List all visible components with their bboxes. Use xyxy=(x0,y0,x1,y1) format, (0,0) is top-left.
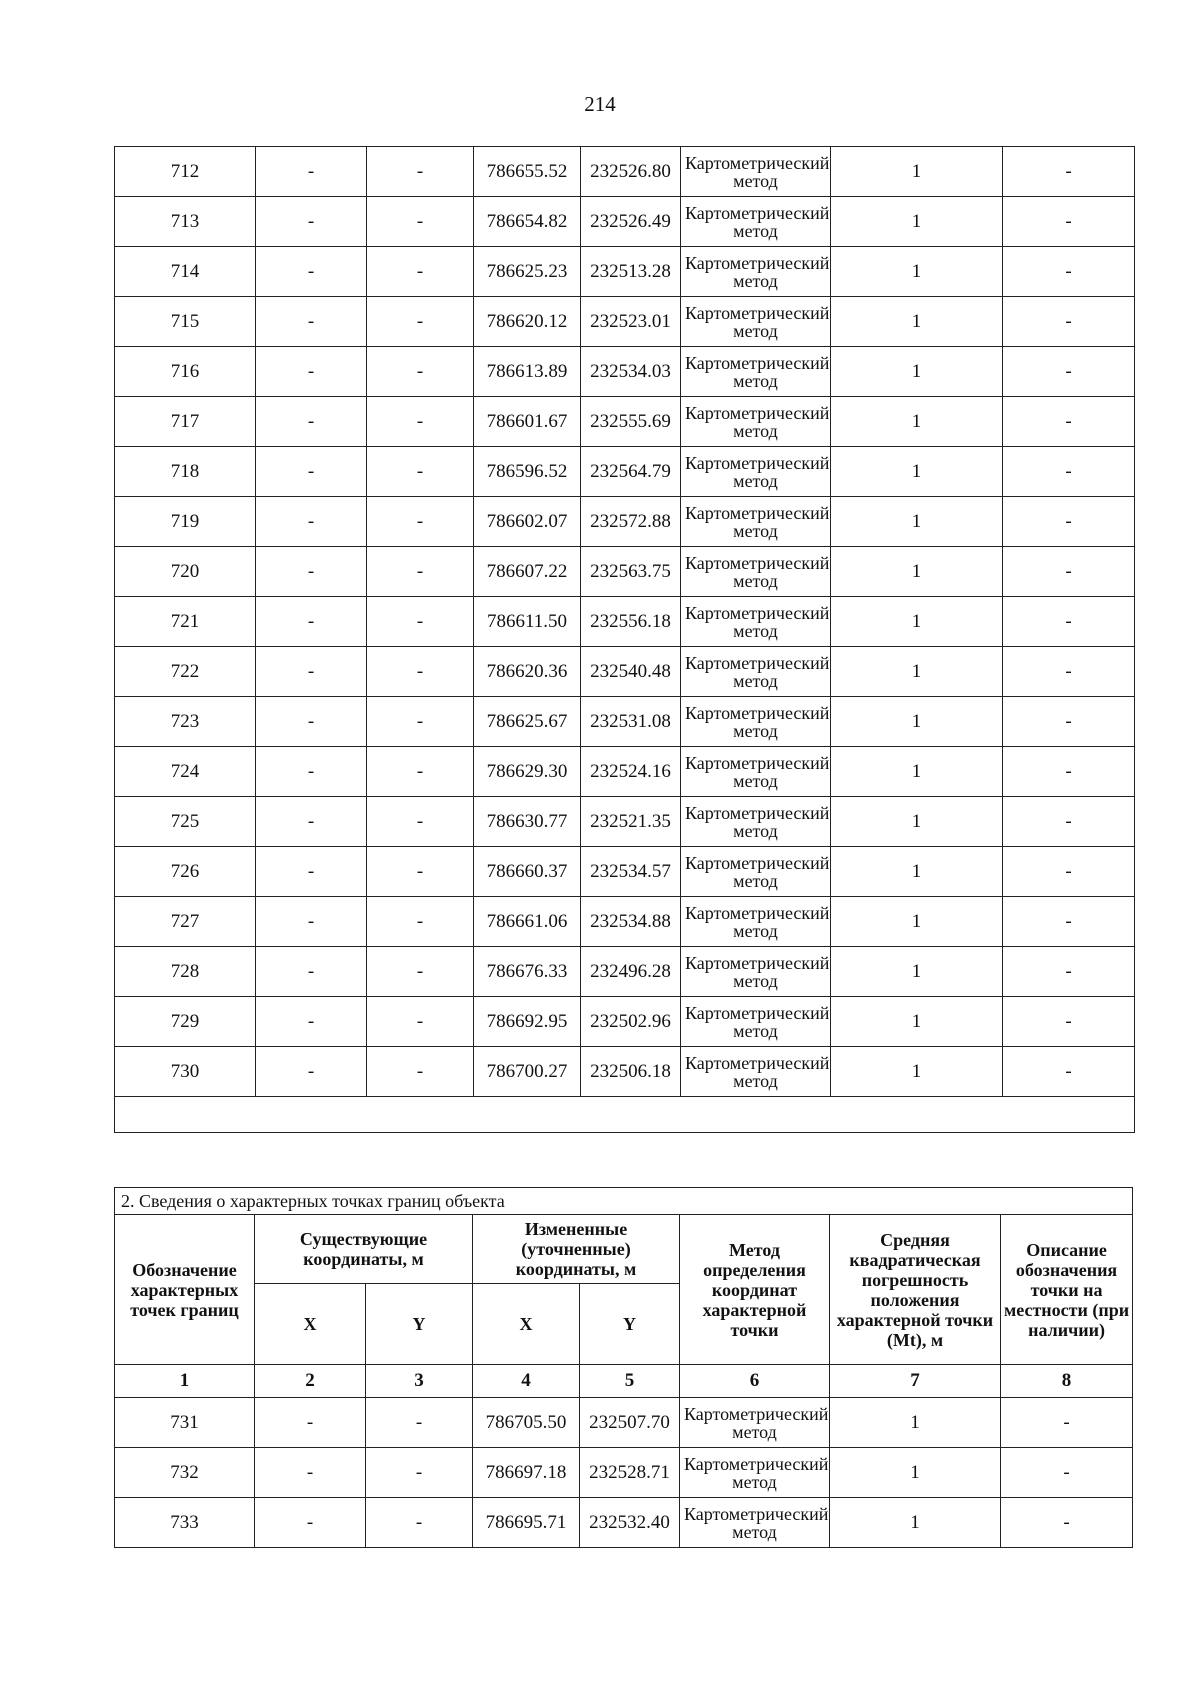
description-cell: - xyxy=(1001,1398,1133,1448)
point-id-cell: 725 xyxy=(115,797,256,847)
existing-x-cell: - xyxy=(256,347,367,397)
table-row xyxy=(115,647,1135,697)
changed-y-cell: 232506.18 xyxy=(581,1047,681,1097)
error-cell: 1 xyxy=(831,397,1003,447)
description-cell: - xyxy=(1003,947,1135,997)
error-cell: 1 xyxy=(831,147,1003,197)
header-existing-coordinates: Существующие координаты, м xyxy=(255,1215,473,1284)
method-cell: Картометрический метод xyxy=(681,197,831,247)
changed-x-cell: 786602.07 xyxy=(474,497,581,547)
changed-x-cell: 786630.77 xyxy=(474,797,581,847)
changed-x-cell: 786655.52 xyxy=(474,147,581,197)
changed-y-cell: 232526.80 xyxy=(581,147,681,197)
point-id-cell: 732 xyxy=(115,1448,255,1498)
header-changed-x: X xyxy=(473,1284,580,1365)
error-cell: 1 xyxy=(831,447,1003,497)
changed-x-cell: 786692.95 xyxy=(474,997,581,1047)
method-cell: Картометрический метод xyxy=(680,1448,830,1498)
method-cell: Картометрический метод xyxy=(681,397,831,447)
method-cell: Картометрический метод xyxy=(681,347,831,397)
column-number: 3 xyxy=(366,1365,473,1398)
existing-x-cell: - xyxy=(255,1398,366,1448)
error-cell: 1 xyxy=(831,247,1003,297)
existing-x-cell: - xyxy=(256,697,367,747)
description-cell: - xyxy=(1003,397,1135,447)
changed-y-cell: 232531.08 xyxy=(581,697,681,747)
method-cell: Картометрический метод xyxy=(681,797,831,847)
error-cell: 1 xyxy=(831,497,1003,547)
changed-x-cell: 786611.50 xyxy=(474,597,581,647)
changed-y-cell: 232556.18 xyxy=(581,597,681,647)
description-cell: - xyxy=(1003,497,1135,547)
existing-x-cell: - xyxy=(256,447,367,497)
header-changed-coordinates: Измененные (уточненные) координаты, м xyxy=(473,1215,680,1284)
section-title: 2. Сведения о характерных точках границ объекта xyxy=(115,1188,1133,1215)
existing-y-cell: - xyxy=(367,697,474,747)
point-id-cell: 713 xyxy=(115,197,256,247)
existing-x-cell: - xyxy=(256,147,367,197)
method-cell: Картометрический метод xyxy=(681,597,831,647)
changed-x-cell: 786613.89 xyxy=(474,347,581,397)
description-cell: - xyxy=(1003,897,1135,947)
error-cell: 1 xyxy=(831,947,1003,997)
table-row xyxy=(115,147,1135,197)
changed-x-cell: 786661.06 xyxy=(474,897,581,947)
changed-y-cell: 232507.70 xyxy=(580,1398,680,1448)
existing-y-cell: - xyxy=(367,847,474,897)
changed-x-cell: 786629.30 xyxy=(474,747,581,797)
existing-y-cell: - xyxy=(367,897,474,947)
error-cell: 1 xyxy=(831,797,1003,847)
description-cell: - xyxy=(1001,1498,1133,1548)
point-id-cell: 721 xyxy=(115,597,256,647)
table-row xyxy=(115,397,1135,447)
existing-x-cell: - xyxy=(256,547,367,597)
point-id-cell: 723 xyxy=(115,697,256,747)
existing-y-cell: - xyxy=(366,1448,473,1498)
existing-y-cell: - xyxy=(367,347,474,397)
table-row xyxy=(115,947,1135,997)
existing-y-cell: - xyxy=(367,647,474,697)
changed-x-cell: 786601.67 xyxy=(474,397,581,447)
changed-y-cell: 232526.49 xyxy=(581,197,681,247)
existing-x-cell: - xyxy=(256,947,367,997)
description-cell: - xyxy=(1003,647,1135,697)
description-cell: - xyxy=(1003,347,1135,397)
changed-y-cell: 232534.57 xyxy=(581,847,681,897)
point-id-cell: 716 xyxy=(115,347,256,397)
table-row xyxy=(115,547,1135,597)
header-existing-y: Y xyxy=(366,1284,473,1365)
header-point-designation: Обозначение характерных точек границ xyxy=(115,1215,255,1365)
table-row xyxy=(115,697,1135,747)
existing-y-cell: - xyxy=(367,497,474,547)
changed-x-cell: 786625.67 xyxy=(474,697,581,747)
description-cell: - xyxy=(1003,697,1135,747)
table-row xyxy=(115,497,1135,547)
description-cell: - xyxy=(1003,847,1135,897)
existing-x-cell: - xyxy=(256,497,367,547)
point-id-cell: 714 xyxy=(115,247,256,297)
description-cell: - xyxy=(1003,547,1135,597)
description-cell: - xyxy=(1003,797,1135,847)
point-id-cell: 720 xyxy=(115,547,256,597)
error-cell: 1 xyxy=(831,597,1003,647)
changed-y-cell: 232563.75 xyxy=(581,547,681,597)
method-cell: Картометрический метод xyxy=(681,647,831,697)
point-id-cell: 719 xyxy=(115,497,256,547)
error-cell: 1 xyxy=(831,647,1003,697)
table-row xyxy=(115,247,1135,297)
column-number: 4 xyxy=(473,1365,580,1398)
point-id-cell: 728 xyxy=(115,947,256,997)
description-cell: - xyxy=(1003,747,1135,797)
changed-y-cell: 232534.03 xyxy=(581,347,681,397)
point-id-cell: 712 xyxy=(115,147,256,197)
changed-x-cell: 786607.22 xyxy=(474,547,581,597)
point-id-cell: 724 xyxy=(115,747,256,797)
column-number-row xyxy=(115,1365,1133,1398)
existing-y-cell: - xyxy=(367,797,474,847)
table-row xyxy=(115,797,1135,847)
existing-y-cell: - xyxy=(366,1498,473,1548)
header-method: Метод определения координат характерной точки xyxy=(680,1215,830,1365)
header-changed-y: Y xyxy=(580,1284,680,1365)
column-number: 5 xyxy=(580,1365,680,1398)
changed-y-cell: 232572.88 xyxy=(581,497,681,547)
changed-x-cell: 786660.37 xyxy=(474,847,581,897)
existing-y-cell: - xyxy=(367,297,474,347)
point-id-cell: 717 xyxy=(115,397,256,447)
column-number: 7 xyxy=(830,1365,1001,1398)
method-cell: Картометрический метод xyxy=(680,1398,830,1448)
table-row xyxy=(115,897,1135,947)
error-cell: 1 xyxy=(830,1498,1001,1548)
existing-x-cell: - xyxy=(256,997,367,1047)
table-row xyxy=(115,1398,1133,1448)
existing-y-cell: - xyxy=(367,1047,474,1097)
existing-x-cell: - xyxy=(256,297,367,347)
description-cell: - xyxy=(1003,997,1135,1047)
error-cell: 1 xyxy=(831,847,1003,897)
description-cell: - xyxy=(1003,247,1135,297)
changed-x-cell: 786695.71 xyxy=(473,1498,580,1548)
table-row xyxy=(115,997,1135,1047)
table-row xyxy=(115,597,1135,647)
method-cell: Картометрический метод xyxy=(681,497,831,547)
changed-x-cell: 786625.23 xyxy=(474,247,581,297)
boundary-points-table-continued xyxy=(114,146,1135,1133)
point-id-cell: 730 xyxy=(115,1047,256,1097)
blank-row xyxy=(115,1097,1135,1133)
changed-y-cell: 232521.35 xyxy=(581,797,681,847)
error-cell: 1 xyxy=(831,897,1003,947)
existing-x-cell: - xyxy=(256,397,367,447)
existing-y-cell: - xyxy=(367,547,474,597)
existing-x-cell: - xyxy=(256,847,367,897)
table-row xyxy=(115,1448,1133,1498)
description-cell: - xyxy=(1003,197,1135,247)
existing-y-cell: - xyxy=(367,947,474,997)
point-id-cell: 726 xyxy=(115,847,256,897)
description-cell: - xyxy=(1003,1047,1135,1097)
changed-x-cell: 786700.27 xyxy=(474,1047,581,1097)
existing-y-cell: - xyxy=(366,1398,473,1448)
existing-x-cell: - xyxy=(256,647,367,697)
changed-y-cell: 232502.96 xyxy=(581,997,681,1047)
existing-x-cell: - xyxy=(255,1448,366,1498)
table-row xyxy=(115,447,1135,497)
existing-x-cell: - xyxy=(256,1047,367,1097)
existing-y-cell: - xyxy=(367,747,474,797)
point-id-cell: 729 xyxy=(115,997,256,1047)
table-row xyxy=(115,747,1135,797)
changed-x-cell: 786620.36 xyxy=(474,647,581,697)
changed-y-cell: 232513.28 xyxy=(581,247,681,297)
page-number: 214 xyxy=(584,92,616,116)
method-cell: Картометрический метод xyxy=(681,697,831,747)
error-cell: 1 xyxy=(831,747,1003,797)
table-row xyxy=(115,297,1135,347)
error-cell: 1 xyxy=(831,297,1003,347)
description-cell: - xyxy=(1003,597,1135,647)
description-cell: - xyxy=(1003,297,1135,347)
method-cell: Картометрический метод xyxy=(681,147,831,197)
error-cell: 1 xyxy=(831,697,1003,747)
table-row xyxy=(115,1498,1133,1548)
description-cell: - xyxy=(1001,1448,1133,1498)
point-id-cell: 718 xyxy=(115,447,256,497)
table-row xyxy=(115,197,1135,247)
existing-x-cell: - xyxy=(255,1498,366,1548)
existing-x-cell: - xyxy=(256,197,367,247)
column-number: 6 xyxy=(680,1365,830,1398)
method-cell: Картометрический метод xyxy=(681,1047,831,1097)
error-cell: 1 xyxy=(830,1398,1001,1448)
table-row xyxy=(115,1047,1135,1097)
changed-y-cell: 232564.79 xyxy=(581,447,681,497)
error-cell: 1 xyxy=(831,547,1003,597)
description-cell: - xyxy=(1003,447,1135,497)
changed-x-cell: 786705.50 xyxy=(473,1398,580,1448)
table-row xyxy=(115,847,1135,897)
changed-x-cell: 786620.12 xyxy=(474,297,581,347)
changed-y-cell: 232540.48 xyxy=(581,647,681,697)
method-cell: Картометрический метод xyxy=(681,297,831,347)
table-body xyxy=(115,1398,1133,1548)
changed-y-cell: 232528.71 xyxy=(580,1448,680,1498)
method-cell: Картометрический метод xyxy=(681,247,831,297)
header-description: Описание обозначения точки на местности (при наличии) xyxy=(1001,1215,1133,1365)
column-number: 8 xyxy=(1001,1365,1133,1398)
boundary-points-table xyxy=(114,1187,1133,1548)
blank-cell xyxy=(115,1097,1135,1133)
description-cell: - xyxy=(1003,147,1135,197)
existing-y-cell: - xyxy=(367,247,474,297)
existing-y-cell: - xyxy=(367,997,474,1047)
table-row xyxy=(115,347,1135,397)
existing-y-cell: - xyxy=(367,447,474,497)
column-number: 1 xyxy=(115,1365,255,1398)
method-cell: Картометрический метод xyxy=(681,897,831,947)
error-cell: 1 xyxy=(831,997,1003,1047)
changed-y-cell: 232523.01 xyxy=(581,297,681,347)
existing-y-cell: - xyxy=(367,197,474,247)
changed-y-cell: 232524.16 xyxy=(581,747,681,797)
error-cell: 1 xyxy=(831,1047,1003,1097)
method-cell: Картометрический метод xyxy=(681,847,831,897)
changed-y-cell: 232534.88 xyxy=(581,897,681,947)
point-id-cell: 715 xyxy=(115,297,256,347)
header-existing-x: X xyxy=(255,1284,366,1365)
point-id-cell: 733 xyxy=(115,1498,255,1548)
method-cell: Картометрический метод xyxy=(681,747,831,797)
existing-y-cell: - xyxy=(367,397,474,447)
changed-y-cell: 232555.69 xyxy=(581,397,681,447)
table-body xyxy=(115,147,1135,1133)
changed-x-cell: 786654.82 xyxy=(474,197,581,247)
changed-x-cell: 786697.18 xyxy=(473,1448,580,1498)
error-cell: 1 xyxy=(830,1448,1001,1498)
method-cell: Картометрический метод xyxy=(681,547,831,597)
changed-x-cell: 786676.33 xyxy=(474,947,581,997)
point-id-cell: 731 xyxy=(115,1398,255,1448)
point-id-cell: 727 xyxy=(115,897,256,947)
column-number: 2 xyxy=(255,1365,366,1398)
changed-x-cell: 786596.52 xyxy=(474,447,581,497)
changed-y-cell: 232496.28 xyxy=(581,947,681,997)
existing-x-cell: - xyxy=(256,747,367,797)
changed-y-cell: 232532.40 xyxy=(580,1498,680,1548)
error-cell: 1 xyxy=(831,197,1003,247)
existing-y-cell: - xyxy=(367,597,474,647)
existing-x-cell: - xyxy=(256,897,367,947)
method-cell: Картометрический метод xyxy=(680,1498,830,1548)
point-id-cell: 722 xyxy=(115,647,256,697)
method-cell: Картометрический метод xyxy=(681,947,831,997)
method-cell: Картометрический метод xyxy=(681,997,831,1047)
header-mean-square-error: Средняя квадратическая погрешность положения характерной точки (Mt), м xyxy=(830,1215,1001,1365)
error-cell: 1 xyxy=(831,347,1003,397)
existing-x-cell: - xyxy=(256,797,367,847)
existing-x-cell: - xyxy=(256,597,367,647)
method-cell: Картометрический метод xyxy=(681,447,831,497)
existing-y-cell: - xyxy=(367,147,474,197)
existing-x-cell: - xyxy=(256,247,367,297)
